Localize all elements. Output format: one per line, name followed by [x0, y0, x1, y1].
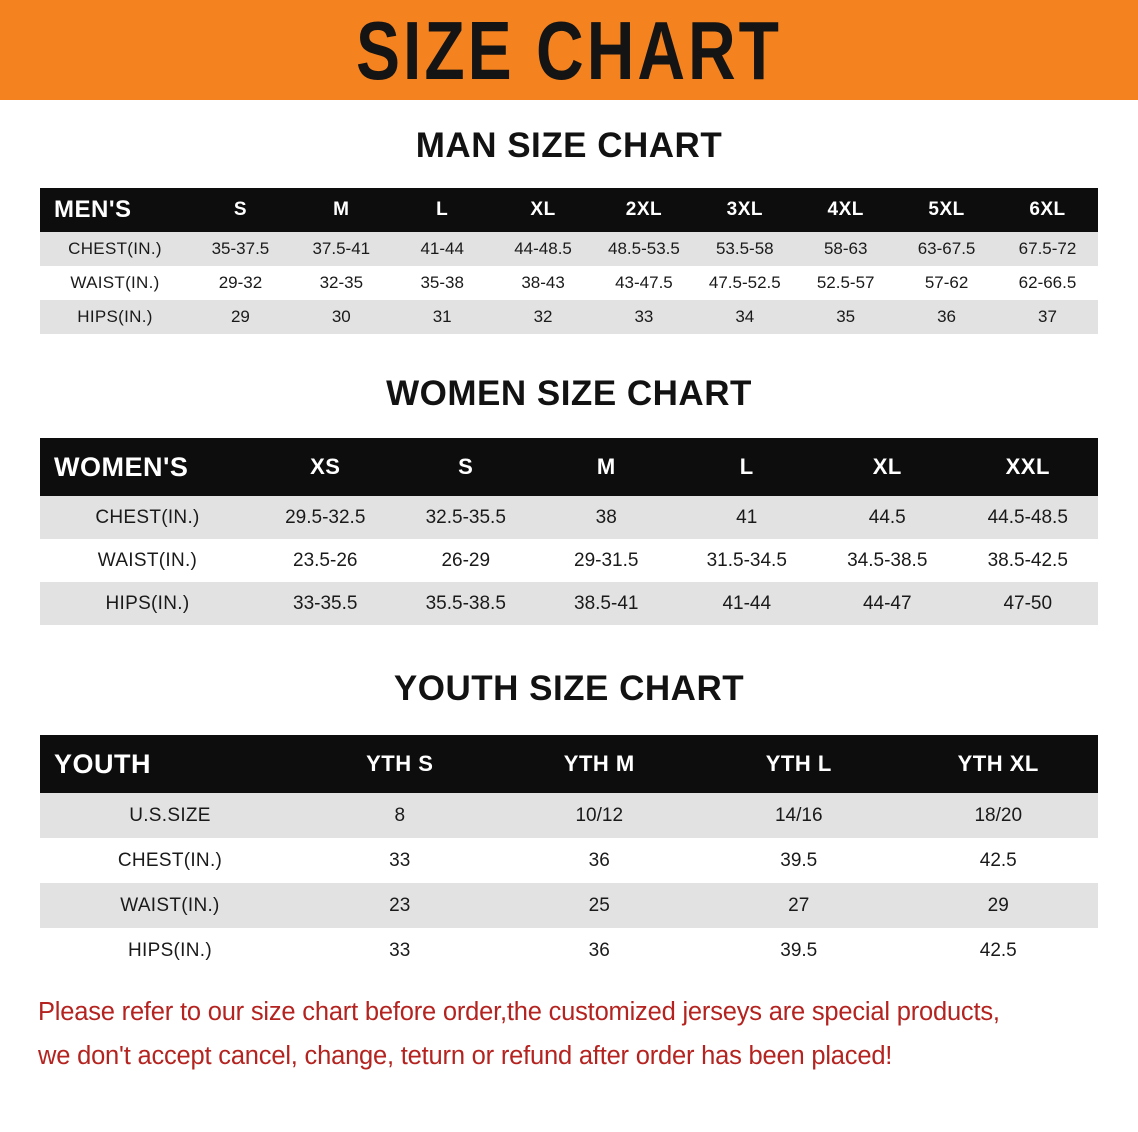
women-cell: 23.5-26 — [255, 539, 396, 582]
man-column-header: 2XL — [594, 188, 695, 232]
man-cell: 30 — [291, 300, 392, 334]
man-cell: 29-32 — [190, 266, 291, 300]
women-size-table-wrapper — [0, 438, 1138, 625]
youth-table-head — [40, 735, 1098, 793]
man-cell: 57-62 — [896, 266, 997, 300]
youth-table-row — [40, 928, 1098, 973]
man-cell: 62-66.5 — [997, 266, 1098, 300]
header-banner — [0, 0, 1138, 100]
man-cell: 37.5-41 — [291, 232, 392, 266]
youth-cell: 23 — [300, 883, 500, 928]
man-column-header: 5XL — [896, 188, 997, 232]
women-cell: 34.5-38.5 — [817, 539, 958, 582]
women-table-header-row — [40, 438, 1098, 496]
man-column-header: S — [190, 188, 291, 232]
women-table-row — [40, 539, 1098, 582]
man-cell: 38-43 — [493, 266, 594, 300]
women-column-header: L — [677, 438, 818, 496]
man-size-table-wrapper — [0, 188, 1138, 334]
man-row-label: WAIST(IN.) — [40, 266, 190, 300]
man-cell: 35 — [795, 300, 896, 334]
man-row-label: HIPS(IN.) — [40, 300, 190, 334]
disclaimer-line-2: we don't accept cancel, change, teturn or refund after order has been placed! — [38, 1041, 893, 1070]
youth-row-label: CHEST(IN.) — [40, 838, 300, 883]
women-cell: 44.5 — [817, 496, 958, 539]
man-cell: 47.5-52.5 — [694, 266, 795, 300]
youth-cell: 42.5 — [899, 838, 1099, 883]
women-cell: 38.5-42.5 — [958, 539, 1099, 582]
youth-row-label: U.S.SIZE — [40, 793, 300, 838]
women-cell: 29-31.5 — [536, 539, 677, 582]
man-cell: 34 — [694, 300, 795, 334]
man-column-header: 3XL — [694, 188, 795, 232]
youth-cell: 42.5 — [899, 928, 1099, 973]
youth-column-header: YTH M — [500, 735, 700, 793]
man-cell: 31 — [392, 300, 493, 334]
man-column-header: 6XL — [997, 188, 1098, 232]
women-cell: 41 — [677, 496, 818, 539]
man-cell: 44-48.5 — [493, 232, 594, 266]
youth-header-label: YOUTH — [40, 735, 300, 793]
women-column-header: M — [536, 438, 677, 496]
man-column-header: XL — [493, 188, 594, 232]
youth-column-header: YTH S — [300, 735, 500, 793]
youth-row-label: HIPS(IN.) — [40, 928, 300, 973]
disclaimer-line-1: Please refer to our size chart before order,the customized jerseys are special products, — [38, 998, 1000, 1026]
youth-cell: 29 — [899, 883, 1099, 928]
disclaimer-note — [38, 991, 1100, 1079]
youth-cell: 39.5 — [699, 928, 899, 973]
youth-table-body — [40, 793, 1098, 973]
man-cell: 43-47.5 — [594, 266, 695, 300]
man-table-header-row — [40, 188, 1098, 232]
youth-table-row — [40, 793, 1098, 838]
women-column-header: S — [396, 438, 537, 496]
women-cell: 26-29 — [396, 539, 537, 582]
women-cell: 33-35.5 — [255, 582, 396, 625]
women-table-row — [40, 496, 1098, 539]
women-cell: 44-47 — [817, 582, 958, 625]
youth-table-row — [40, 838, 1098, 883]
youth-cell: 36 — [500, 928, 700, 973]
women-cell: 44.5-48.5 — [958, 496, 1099, 539]
man-column-header: 4XL — [795, 188, 896, 232]
man-cell: 29 — [190, 300, 291, 334]
youth-column-header: YTH XL — [899, 735, 1099, 793]
women-cell: 41-44 — [677, 582, 818, 625]
youth-cell: 36 — [500, 838, 700, 883]
youth-cell: 8 — [300, 793, 500, 838]
man-cell: 35-38 — [392, 266, 493, 300]
man-cell: 36 — [896, 300, 997, 334]
man-cell: 37 — [997, 300, 1098, 334]
page-title: SIZE CHART — [356, 3, 782, 97]
man-cell: 67.5-72 — [997, 232, 1098, 266]
women-cell: 32.5-35.5 — [396, 496, 537, 539]
man-size-table — [40, 188, 1098, 334]
youth-cell: 25 — [500, 883, 700, 928]
women-row-label: HIPS(IN.) — [40, 582, 255, 625]
youth-cell: 10/12 — [500, 793, 700, 838]
women-cell: 35.5-38.5 — [396, 582, 537, 625]
section-title-women: WOMEN SIZE CHART — [386, 374, 752, 413]
man-cell: 35-37.5 — [190, 232, 291, 266]
youth-cell: 39.5 — [699, 838, 899, 883]
man-cell: 33 — [594, 300, 695, 334]
women-cell: 38 — [536, 496, 677, 539]
youth-column-header: YTH L — [699, 735, 899, 793]
section-title-man: MAN SIZE CHART — [415, 126, 723, 165]
man-cell: 52.5-57 — [795, 266, 896, 300]
man-table-row — [40, 300, 1098, 334]
man-column-header: M — [291, 188, 392, 232]
section-title-youth: YOUTH SIZE CHART — [393, 669, 745, 708]
man-cell: 32 — [493, 300, 594, 334]
man-table-head — [40, 188, 1098, 232]
women-row-label: WAIST(IN.) — [40, 539, 255, 582]
man-table-row — [40, 266, 1098, 300]
man-cell: 53.5-58 — [694, 232, 795, 266]
women-cell: 29.5-32.5 — [255, 496, 396, 539]
women-table-body — [40, 496, 1098, 625]
women-column-header: XXL — [958, 438, 1099, 496]
women-column-header: XS — [255, 438, 396, 496]
women-cell: 47-50 — [958, 582, 1099, 625]
man-cell: 48.5-53.5 — [594, 232, 695, 266]
women-row-label: CHEST(IN.) — [40, 496, 255, 539]
youth-cell: 27 — [699, 883, 899, 928]
man-cell: 32-35 — [291, 266, 392, 300]
man-table-row — [40, 232, 1098, 266]
man-table-body — [40, 232, 1098, 334]
youth-size-table-wrapper — [0, 735, 1138, 973]
youth-cell: 33 — [300, 838, 500, 883]
women-column-header: XL — [817, 438, 958, 496]
women-size-table — [40, 438, 1098, 625]
youth-table-row — [40, 883, 1098, 928]
man-column-header: L — [392, 188, 493, 232]
youth-cell: 18/20 — [899, 793, 1099, 838]
women-table-row — [40, 582, 1098, 625]
youth-size-table — [40, 735, 1098, 973]
youth-row-label: WAIST(IN.) — [40, 883, 300, 928]
women-cell: 38.5-41 — [536, 582, 677, 625]
women-table-head — [40, 438, 1098, 496]
youth-cell: 14/16 — [699, 793, 899, 838]
women-cell: 31.5-34.5 — [677, 539, 818, 582]
youth-cell: 33 — [300, 928, 500, 973]
man-row-label: CHEST(IN.) — [40, 232, 190, 266]
man-header-label: MEN'S — [40, 188, 190, 232]
man-cell: 58-63 — [795, 232, 896, 266]
women-header-label: WOMEN'S — [40, 438, 255, 496]
man-cell: 63-67.5 — [896, 232, 997, 266]
youth-table-header-row — [40, 735, 1098, 793]
man-cell: 41-44 — [392, 232, 493, 266]
